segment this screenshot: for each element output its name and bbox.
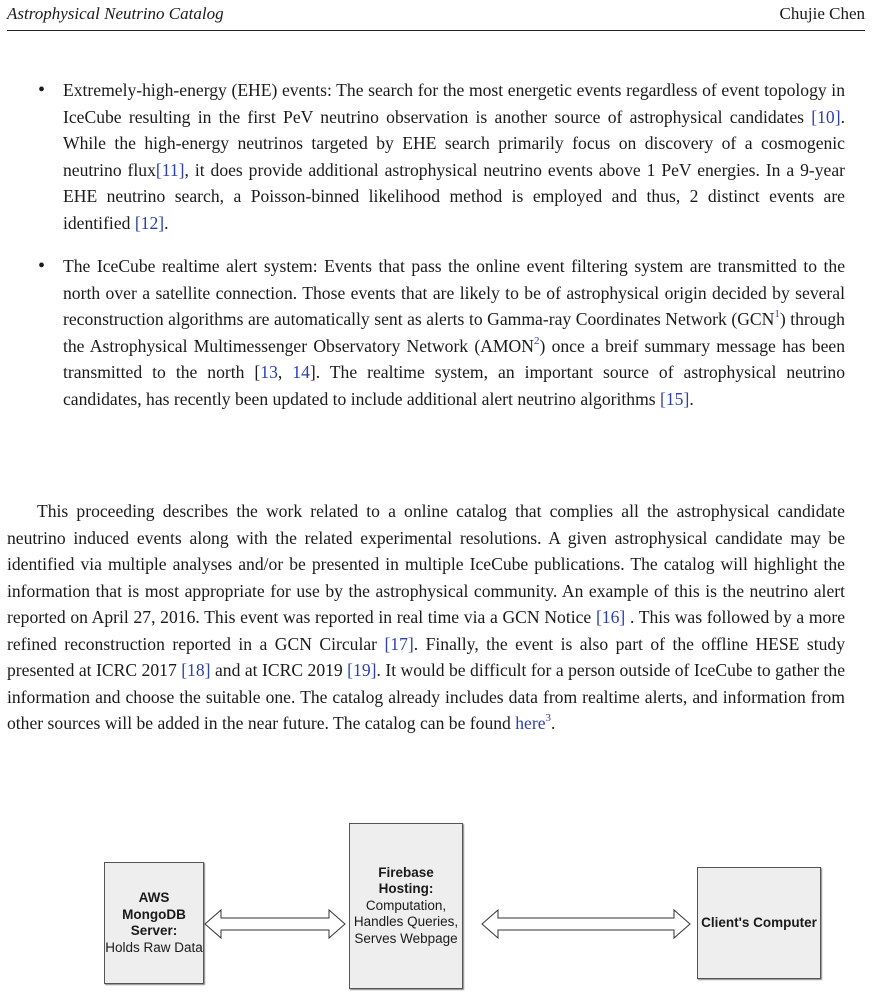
text-run: , [277,362,293,382]
citation-link[interactable]: [18] [181,660,211,680]
box-heading: AWS MongoDB Server: [122,890,186,938]
bullet-ehe-events [38,77,845,236]
text-run: and at ICRC 2019 [210,660,348,680]
catalog-link[interactable]: here [515,713,546,733]
citation-link[interactable]: [10] [811,106,841,127]
box-heading: Firebase Hosting: [378,864,434,897]
citation-link[interactable]: 13 [260,362,278,382]
text-run: . While the high-energy neutrinos targeted by EHE search primarily focus on discovery of a cosmogenic neutrino flux [63,106,845,180]
text-run: ]. The realtime system, an important source of astrophysical neutrino candidates, has recently been updated to include additional alert neutrino algorithms [63,362,845,409]
client-computer-box [697,867,821,979]
text-run: . [689,388,694,409]
aws-mongodb-box [104,862,204,984]
text-run: . [551,713,556,733]
double-arrow-icon [204,908,346,940]
box-text: Computation, Handles Queries, Serves Webpage [353,897,459,946]
bullet-realtime-alerts [38,253,845,412]
text-run: This proceeding describes the work related to a online catalog that complies all the astrophysical candidate neutrino induced events along with the related experimental resolutions. A given astrophysical candidate may be identified via multiple analyses and/or be presented in multiple IceCube publications. The catalog will highlight the information that is most appropriate for use by the astrophysical community. An example of this is the neutrino alert reported on April 27, 2016. This event was reported in real time via a GCN Notice [7,501,845,627]
text-run: ) once a breif summary message has been transmitted to the north [ [63,335,845,382]
firebase-hosting-box [349,823,463,989]
bullet-list [38,77,845,429]
text-run: , it does provide additional astrophysical neutrino events above 1 PeV energies. In a 9-year EHE neutrino search, a Poisson-binned likelihood method is employed and thus, 2 distinct events are identified [63,159,845,233]
text-run: . [164,212,169,233]
box-heading: Client's Computer [701,914,817,930]
text-run: . It would be difficult for a person outside of IceCube to gather the information and choose the suitable one. The catalog already includes data from realtime alerts, and information from other sources will be added in the near future. The catalog can be found [7,660,846,733]
text-run: The IceCube realtime alert system: Events that pass the online event filtering system are transmitted to the north over a satellite connection. Those events that are likely to be of astrophysical origin decided by several reconstruction algorithms are automatically sent as alerts to Gamma-ray Coordinates Network (GCN [63,256,845,329]
header-author: Chujie Chen [779,4,865,23]
box-text: Holds Raw Data [105,939,203,955]
text-run: . This was followed by a more refined reconstruction reported in a GCN Circular [7,607,845,654]
citation-link[interactable]: [15] [660,388,690,409]
citation-link[interactable]: [12] [134,212,165,233]
footnote-link[interactable]: 2 [533,334,540,347]
text-run: ) through the Astrophysical Multimessenger Observatory Network (AMON [63,309,845,356]
text-run: Extremely-high-energy (EHE) events: The search for the most energetic events regardless of event topology in IceCube resulting in the first PeV neutrino observation is another source of astrophysical candidates [63,80,845,127]
citation-link[interactable]: [17] [384,633,414,654]
body-paragraph [7,498,845,737]
running-header [7,0,865,31]
double-arrow-icon [481,908,691,940]
citation-link[interactable]: [11] [155,159,185,180]
footnote-link[interactable]: 3 [545,712,552,725]
citation-link[interactable]: [16] [595,607,626,627]
citation-link[interactable]: 14 [292,362,310,382]
citation-link[interactable]: [19] [347,660,377,680]
footnote-link[interactable]: 1 [774,308,780,321]
header-title: Astrophysical Neutrino Catalog [7,4,224,23]
text-run: . Finally, the event is also part of the offline HESE study presented at ICRC 2017 [7,633,845,680]
